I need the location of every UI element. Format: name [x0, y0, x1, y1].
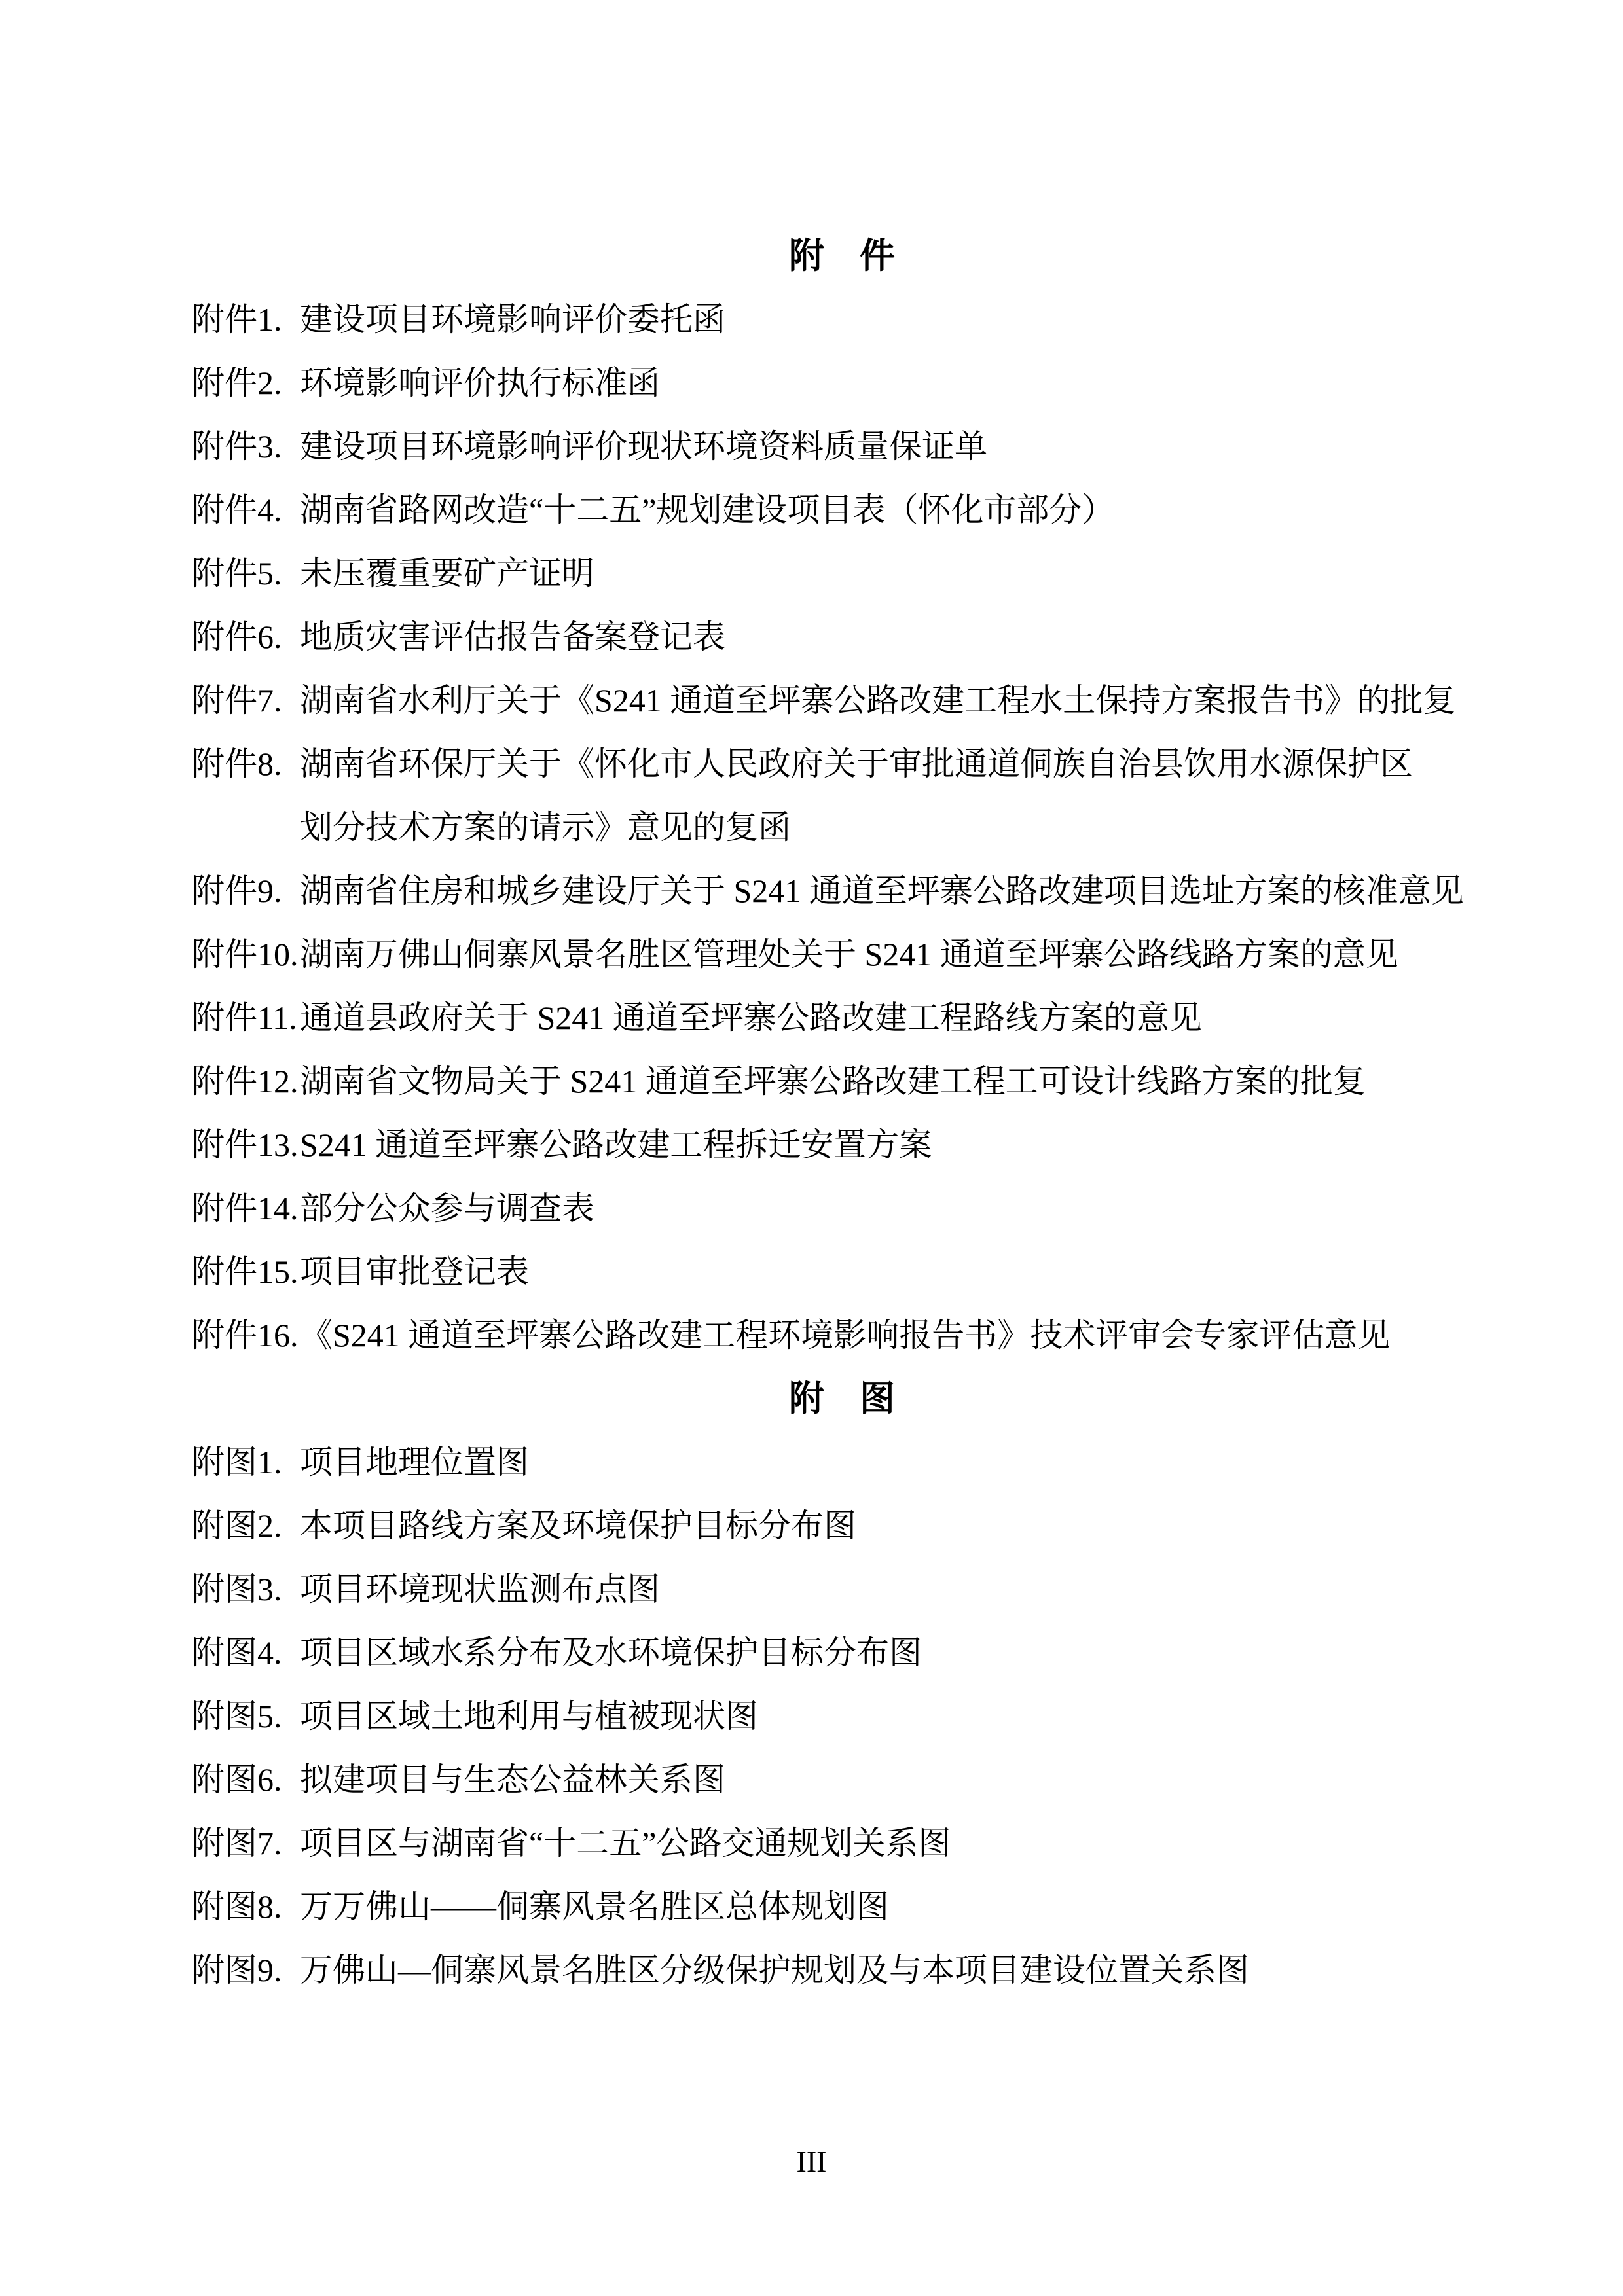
figure-item-text-col [300, 1494, 1492, 1558]
figure-item [192, 1431, 1492, 1494]
figure-item-label: 附图9. [192, 1952, 282, 1988]
attachment-item-text-col [300, 478, 1492, 542]
attachment-item-text: 部分公众参与调查表 [300, 1190, 594, 1227]
attachment-item [192, 1113, 1492, 1177]
figure-item [192, 1558, 1492, 1621]
attachment-item-text: 建设项目环境影响评价委托函 [300, 301, 725, 338]
attachment-item-text-col [300, 542, 1492, 605]
attachment-item-text: 通道县政府关于 S241 通道至坪寨公路改建工程路线方案的意见 [300, 999, 1202, 1036]
attachment-item [192, 478, 1492, 542]
figure-item-label: 附图5. [192, 1698, 282, 1734]
attachment-item-label: 附件12. [192, 1063, 299, 1100]
figure-item-text: 项目区域水系分布及水环境保护目标分布图 [300, 1634, 922, 1671]
figure-item-text-col [300, 1875, 1492, 1939]
figure-item-label: 附图8. [192, 1888, 282, 1925]
attachment-item-label: 附件1. [192, 301, 282, 338]
attachment-item-label: 附件5. [192, 555, 282, 592]
attachment-item-text-col [300, 1304, 1492, 1367]
figure-item [192, 1621, 1492, 1685]
attachment-item-label: 附件4. [192, 492, 282, 528]
figures-list [192, 1431, 1492, 2002]
attachment-item-label: 附件10. [192, 936, 299, 973]
attachment-item-text-col [300, 1240, 1492, 1304]
attachment-item-text: 湖南万佛山侗寨风景名胜区管理处关于 S241 通道至坪寨公路线路方案的意见 [300, 936, 1398, 973]
attachment-item [192, 1240, 1492, 1304]
attachment-item [192, 415, 1492, 478]
figure-item-label: 附图1. [192, 1444, 282, 1480]
figure-item-label: 附图6. [192, 1761, 282, 1798]
figure-item-text: 项目地理位置图 [300, 1444, 529, 1480]
attachment-item-label: 附件15. [192, 1253, 299, 1290]
attachment-item-text-col [300, 1050, 1492, 1113]
attachment-item-text: 湖南省水利厅关于《S241 通道至坪寨公路改建工程水土保持方案报告书》的批复 [300, 682, 1456, 719]
attachment-item [192, 732, 1492, 859]
attachment-item-label: 附件2. [192, 365, 282, 401]
figure-item [192, 1812, 1492, 1875]
attachment-item-text-col [300, 923, 1492, 986]
attachment-item-label: 附件8. [192, 745, 282, 782]
attachment-item [192, 605, 1492, 669]
attachment-item [192, 1304, 1492, 1367]
attachment-item-text-col [300, 415, 1492, 478]
attachment-item-text: 未压覆重要矿产证明 [300, 555, 594, 592]
attachment-item-text-col [300, 351, 1492, 415]
attachment-item-label: 附件13. [192, 1126, 299, 1163]
figure-item [192, 1685, 1492, 1748]
figure-item-label: 附图2. [192, 1507, 282, 1544]
attachment-item-text: 地质灾害评估报告备案登记表 [300, 619, 725, 655]
attachment-item-text-col [300, 732, 1492, 859]
figure-item-text-col [300, 1748, 1492, 1812]
attachment-item-label: 附件11. [192, 999, 297, 1036]
attachment-item-text-col [300, 986, 1492, 1050]
figures-heading: 附 图 [789, 1379, 895, 1418]
attachment-item [192, 351, 1492, 415]
figure-item [192, 1494, 1492, 1558]
figure-item-text-col [300, 1939, 1492, 2002]
attachment-item-text-col [300, 669, 1492, 732]
figure-item [192, 1939, 1492, 2002]
attachment-item-text: 湖南省文物局关于 S241 通道至坪寨公路改建工程工可设计线路方案的批复 [300, 1063, 1366, 1100]
figure-item-label: 附图4. [192, 1634, 282, 1671]
figure-item-text: 万佛山—侗寨风景名胜区分级保护规划及与本项目建设位置关系图 [300, 1952, 1249, 1988]
attachment-item-label: 附件16. [192, 1317, 299, 1354]
attachment-item [192, 986, 1492, 1050]
figure-item-text-col [300, 1685, 1492, 1748]
figure-item-text: 拟建项目与生态公益林关系图 [300, 1761, 725, 1798]
attachment-item-label: 附件6. [192, 619, 282, 655]
attachment-item [192, 1050, 1492, 1113]
figure-item [192, 1748, 1492, 1812]
attachment-item-text: 项目审批登记表 [300, 1253, 529, 1290]
figure-item-text: 项目区与湖南省“十二五”公路交通规划关系图 [300, 1825, 951, 1861]
attachment-item-text: 建设项目环境影响评价现状环境资料质量保证单 [300, 428, 987, 465]
attachment-item-text: 湖南省路网改造“十二五”规划建设项目表（怀化市部分） [300, 492, 1115, 528]
attachment-item-label: 附件9. [192, 872, 282, 909]
figure-item-label: 附图3. [192, 1571, 282, 1607]
figure-item-text: 万万佛山——侗寨风景名胜区总体规划图 [300, 1888, 889, 1925]
attachment-item-text: 《S241 通道至坪寨公路改建工程环境影响报告书》技术评审会专家评估意见 [300, 1317, 1391, 1354]
figure-item-text: 本项目路线方案及环境保护目标分布图 [300, 1507, 856, 1544]
attachment-item [192, 923, 1492, 986]
attachment-item-text-col [300, 859, 1492, 923]
attachment-item-text-continuation: 划分技术方案的请示》意见的复函 [300, 809, 791, 846]
attachment-item-text: 环境影响评价执行标准函 [300, 365, 660, 401]
attachment-item-text: S241 通道至坪寨公路改建工程拆迁安置方案 [300, 1126, 932, 1163]
attachment-item-label: 附件14. [192, 1190, 299, 1227]
figure-item-label: 附图7. [192, 1825, 282, 1861]
attachments-list [192, 288, 1492, 1367]
attachment-item-text-col [300, 288, 1492, 351]
figure-item-text-col [300, 1431, 1492, 1494]
attachment-item [192, 1177, 1492, 1240]
attachment-item-text: 湖南省住房和城乡建设厅关于 S241 通道至坪寨公路改建项目选址方案的核准意见 [300, 872, 1464, 909]
figure-item-text-col [300, 1812, 1492, 1875]
figure-item-text: 项目区域土地利用与植被现状图 [300, 1698, 758, 1734]
attachment-item-text: 湖南省环保厅关于《怀化市人民政府关于审批通道侗族自治县饮用水源保护区 [300, 745, 1413, 782]
attachment-item [192, 542, 1492, 605]
attachment-item-text-col [300, 1113, 1492, 1177]
figure-item-text: 项目环境现状监测布点图 [300, 1571, 660, 1607]
attachment-item [192, 669, 1492, 732]
attachments-heading: 附 件 [789, 236, 895, 276]
figure-item-text-col [300, 1621, 1492, 1685]
attachment-item [192, 859, 1492, 923]
figure-item-text-col [300, 1558, 1492, 1621]
attachment-item-label: 附件7. [192, 682, 282, 719]
figure-item [192, 1875, 1492, 1939]
attachment-item-label: 附件3. [192, 428, 282, 465]
attachment-item-text-col [300, 1177, 1492, 1240]
attachment-item [192, 288, 1492, 351]
attachment-item-text-col [300, 605, 1492, 669]
page-number: III [796, 2145, 827, 2178]
